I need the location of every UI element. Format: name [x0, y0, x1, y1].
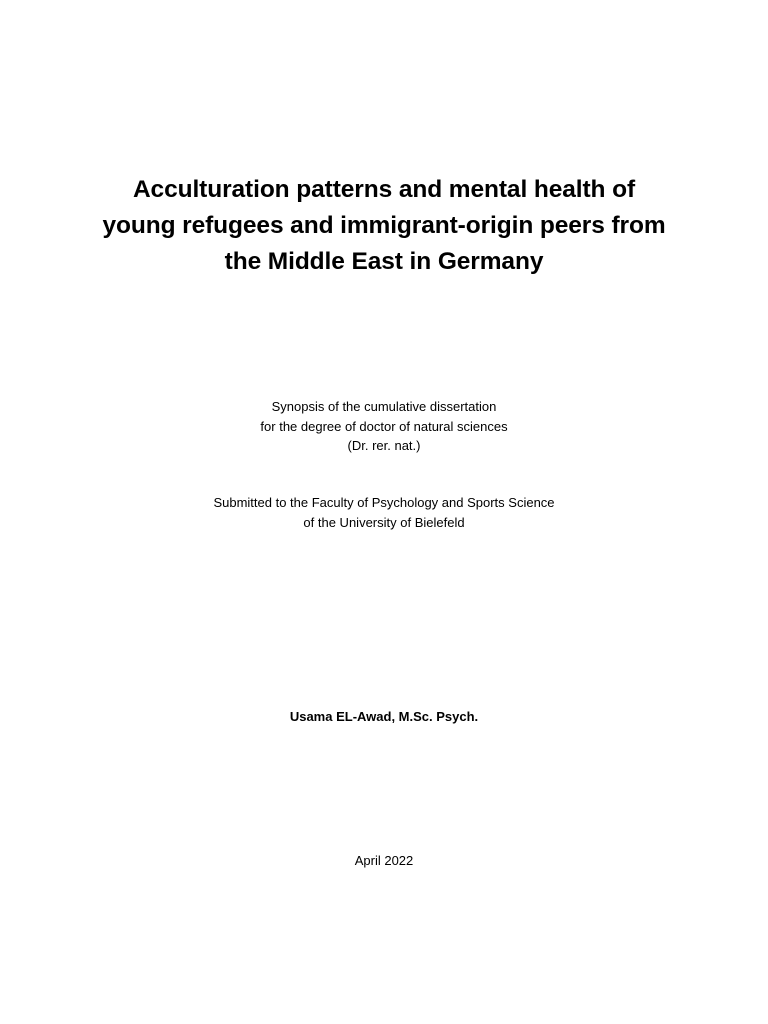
synopsis-line-1: Synopsis of the cumulative dissertation	[271, 399, 497, 414]
submission-statement	[84, 493, 684, 532]
synopsis-statement	[84, 397, 684, 456]
dissertation-title	[60, 172, 708, 280]
submission-date: April 2022	[354, 853, 414, 868]
synopsis-line-2: for the degree of doctor of natural sciences	[260, 418, 508, 434]
author-name: Usama EL-Awad, M.Sc. Psych.	[289, 709, 479, 724]
title-line-1: Acculturation patterns and mental health of	[132, 176, 636, 203]
submitted-line-2: of the University of Bielefeld	[303, 514, 465, 530]
submitted-line-1: Submitted to the Faculty of Psychology and Sports Science	[213, 495, 555, 510]
title-line-3: the Middle East in Germany	[224, 248, 544, 275]
title-line-2: young refugees and immigrant-origin peers from	[102, 212, 666, 239]
synopsis-line-3: (Dr. rer. nat.)	[347, 438, 421, 453]
